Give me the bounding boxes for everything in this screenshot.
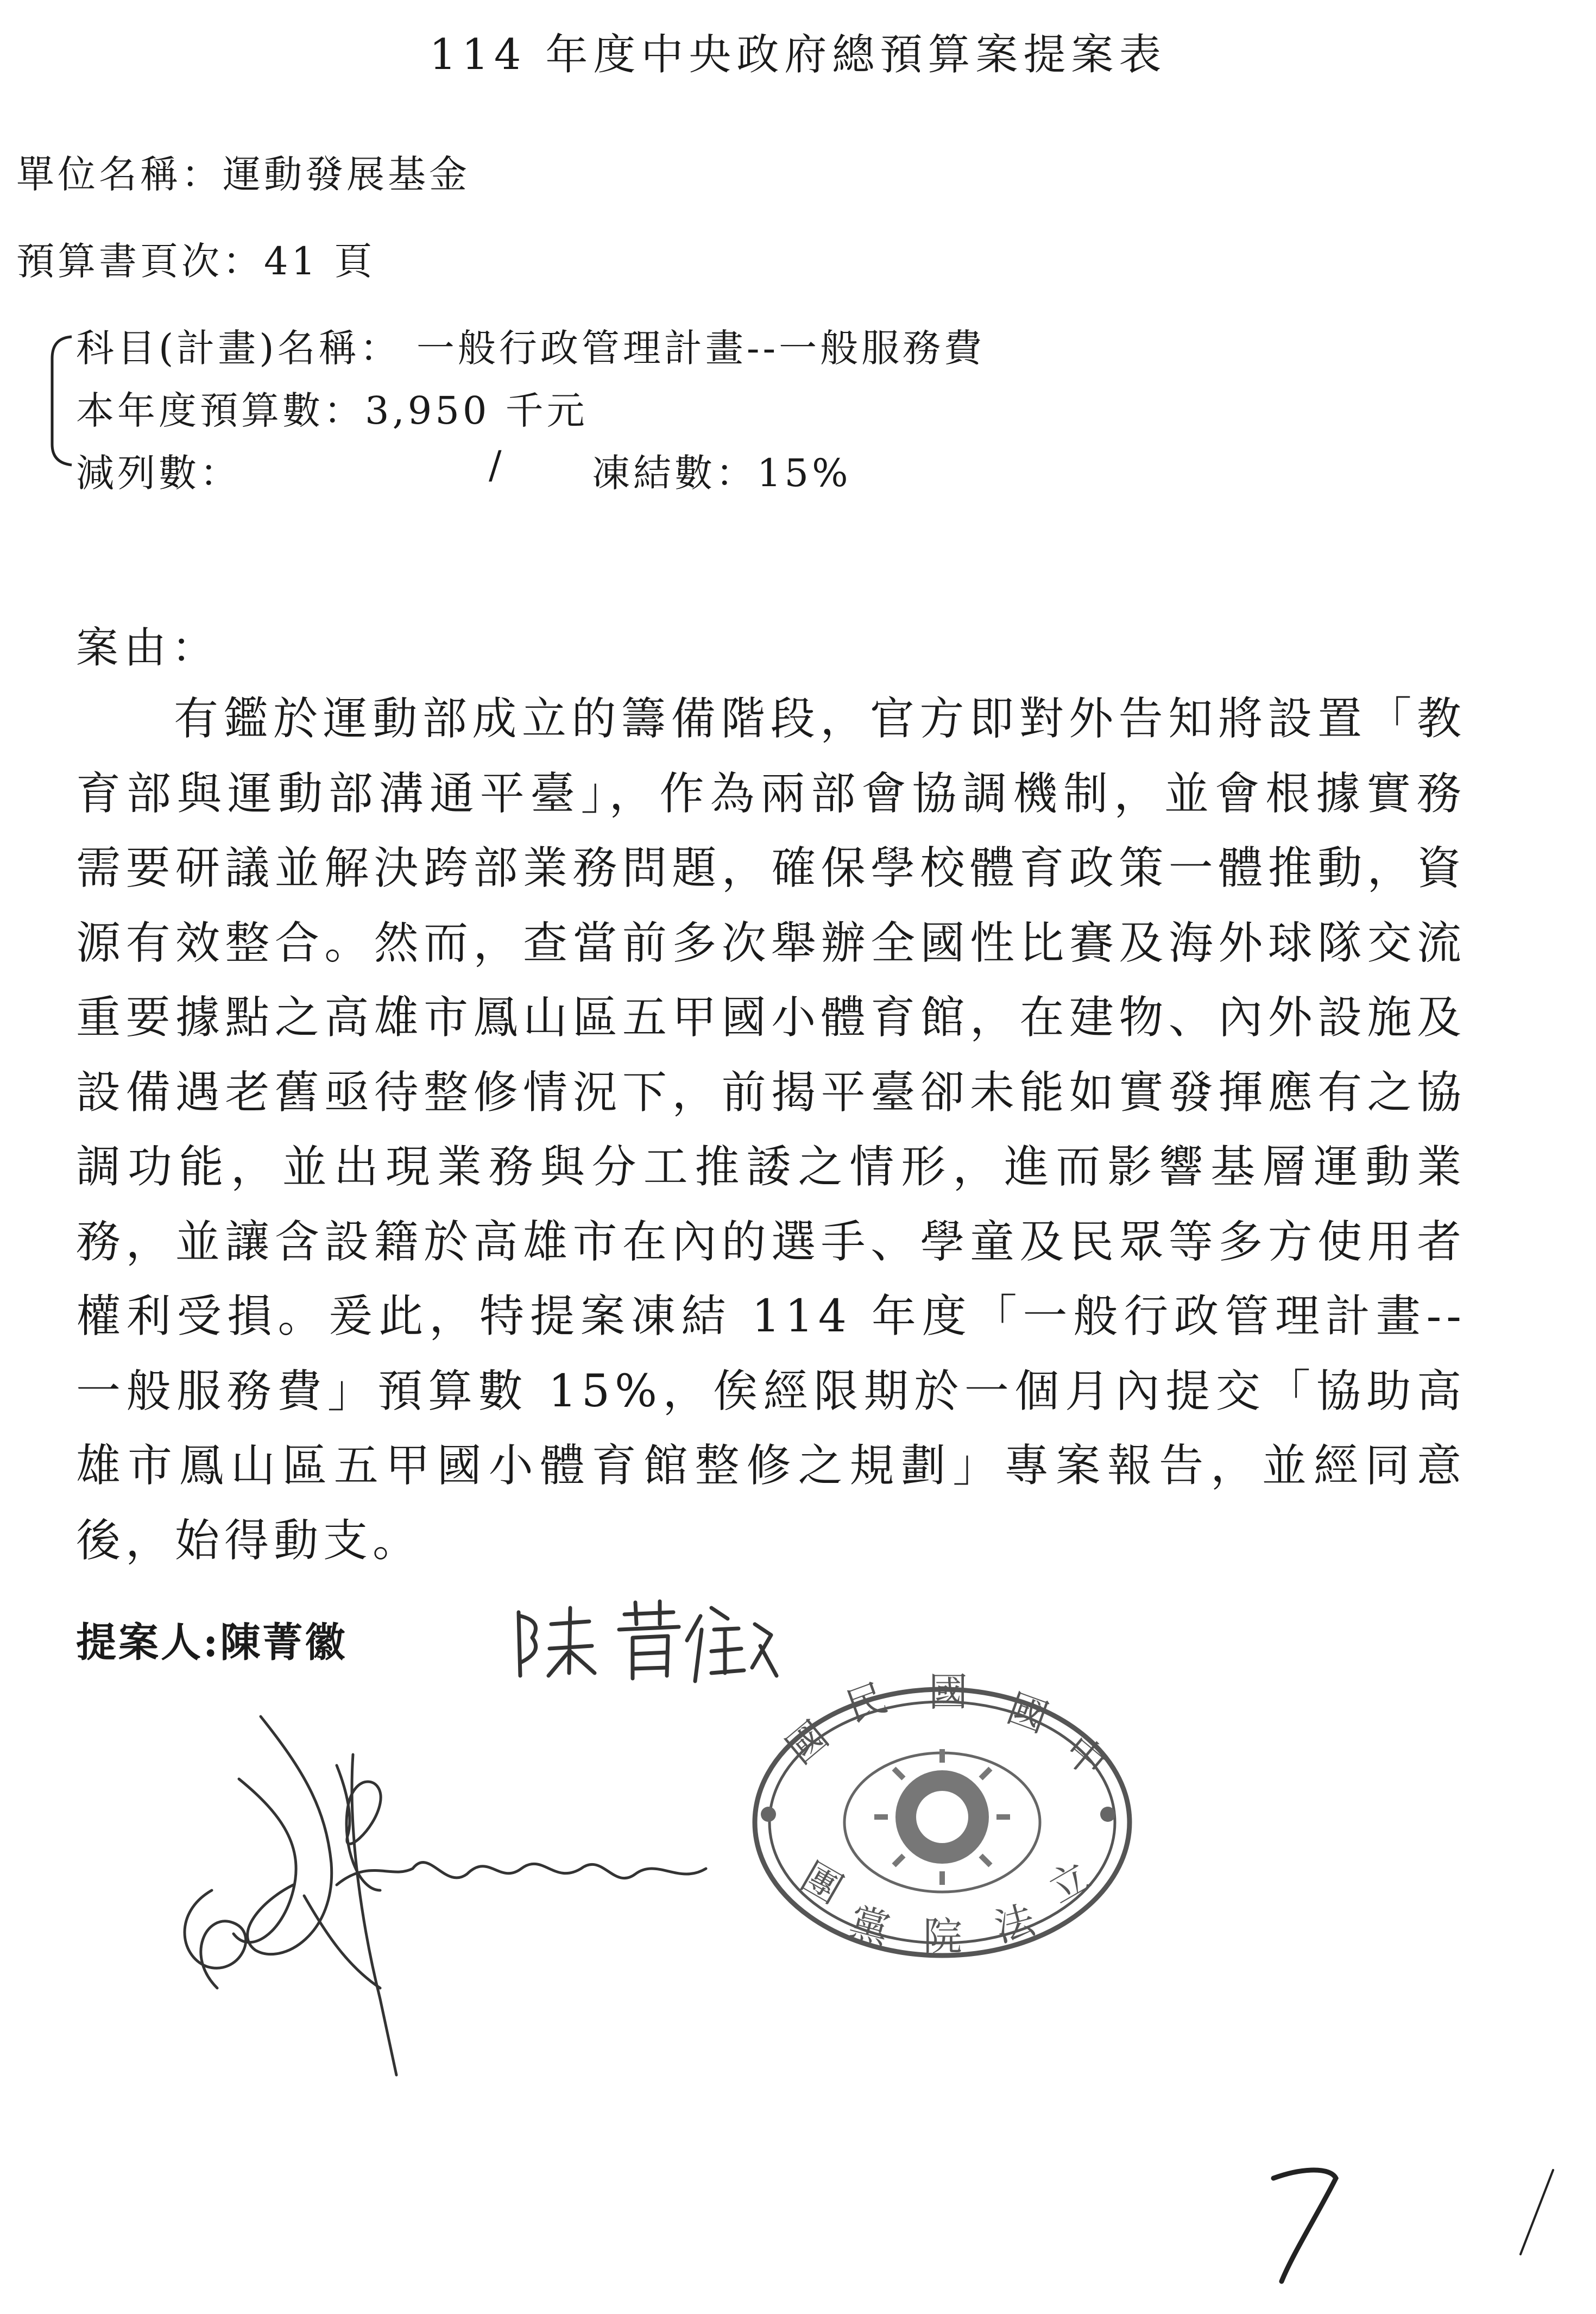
svg-text:中: 中 [1056, 1726, 1115, 1787]
svg-text:立: 立 [1040, 1852, 1097, 1912]
cut-value: / [489, 443, 502, 487]
document-title: 114 年度中央政府總預算案提案表 [429, 30, 1167, 79]
item-name: 科目(計畫)名稱： 一般行政管理計畫--一般服務費 [76, 326, 986, 370]
svg-text:團: 團 [793, 1853, 850, 1913]
reason-paragraph: 有鑑於運動部成立的籌備階段，官方即對外告知將設置「教育部與運動部溝通平臺」，作為兩部會協調機制，並會根據實務需要研議並解決跨部業務問題，確保學校體育政策一體推動，資源有效整合。然而，查當前多次舉辦全國性比賽及海外球隊交流重要據點之高雄市鳳山區五甲國小體育館，在建物、內外設施及設備遇老舊亟待整修情況下，前揭平臺卻未能如實發揮應有之協調功能，並出現業務與分工推諉之情形，進而影響基層運動業務，並讓含設籍於高雄市在內的選手、學童及民眾等多方使用者權利受損。爰此，特提案凍結 114 年度「一般行政管理計畫--一般服務費」預算數 15%，俟經限期於一個月內提交「協助高雄市鳳山區五甲國小體育館整修之規劃」專案報告，並經同意後，始得動支。 [76, 693, 1466, 1567]
svg-text:院: 院 [923, 1914, 963, 1959]
svg-text:國: 國 [929, 1669, 968, 1715]
budget-page: 預算書頁次：41 頁 [16, 239, 376, 284]
unit-name: 單位名稱：運動發展基金 [16, 152, 470, 197]
svg-text:國: 國 [777, 1712, 837, 1773]
svg-text:國: 國 [1001, 1685, 1054, 1741]
freeze-amount: 凍結數：15% [592, 451, 851, 495]
proposer: 提案人:陳菁徽 [76, 1619, 348, 1666]
svg-text:法: 法 [989, 1896, 1039, 1951]
budget-amount: 本年度預算數：3,950 千元 [76, 388, 588, 433]
svg-text:黨: 黨 [844, 1898, 894, 1953]
cut-label: 減列數： [76, 451, 241, 495]
reason-label: 案由： [76, 624, 220, 672]
svg-text:民: 民 [840, 1674, 893, 1731]
